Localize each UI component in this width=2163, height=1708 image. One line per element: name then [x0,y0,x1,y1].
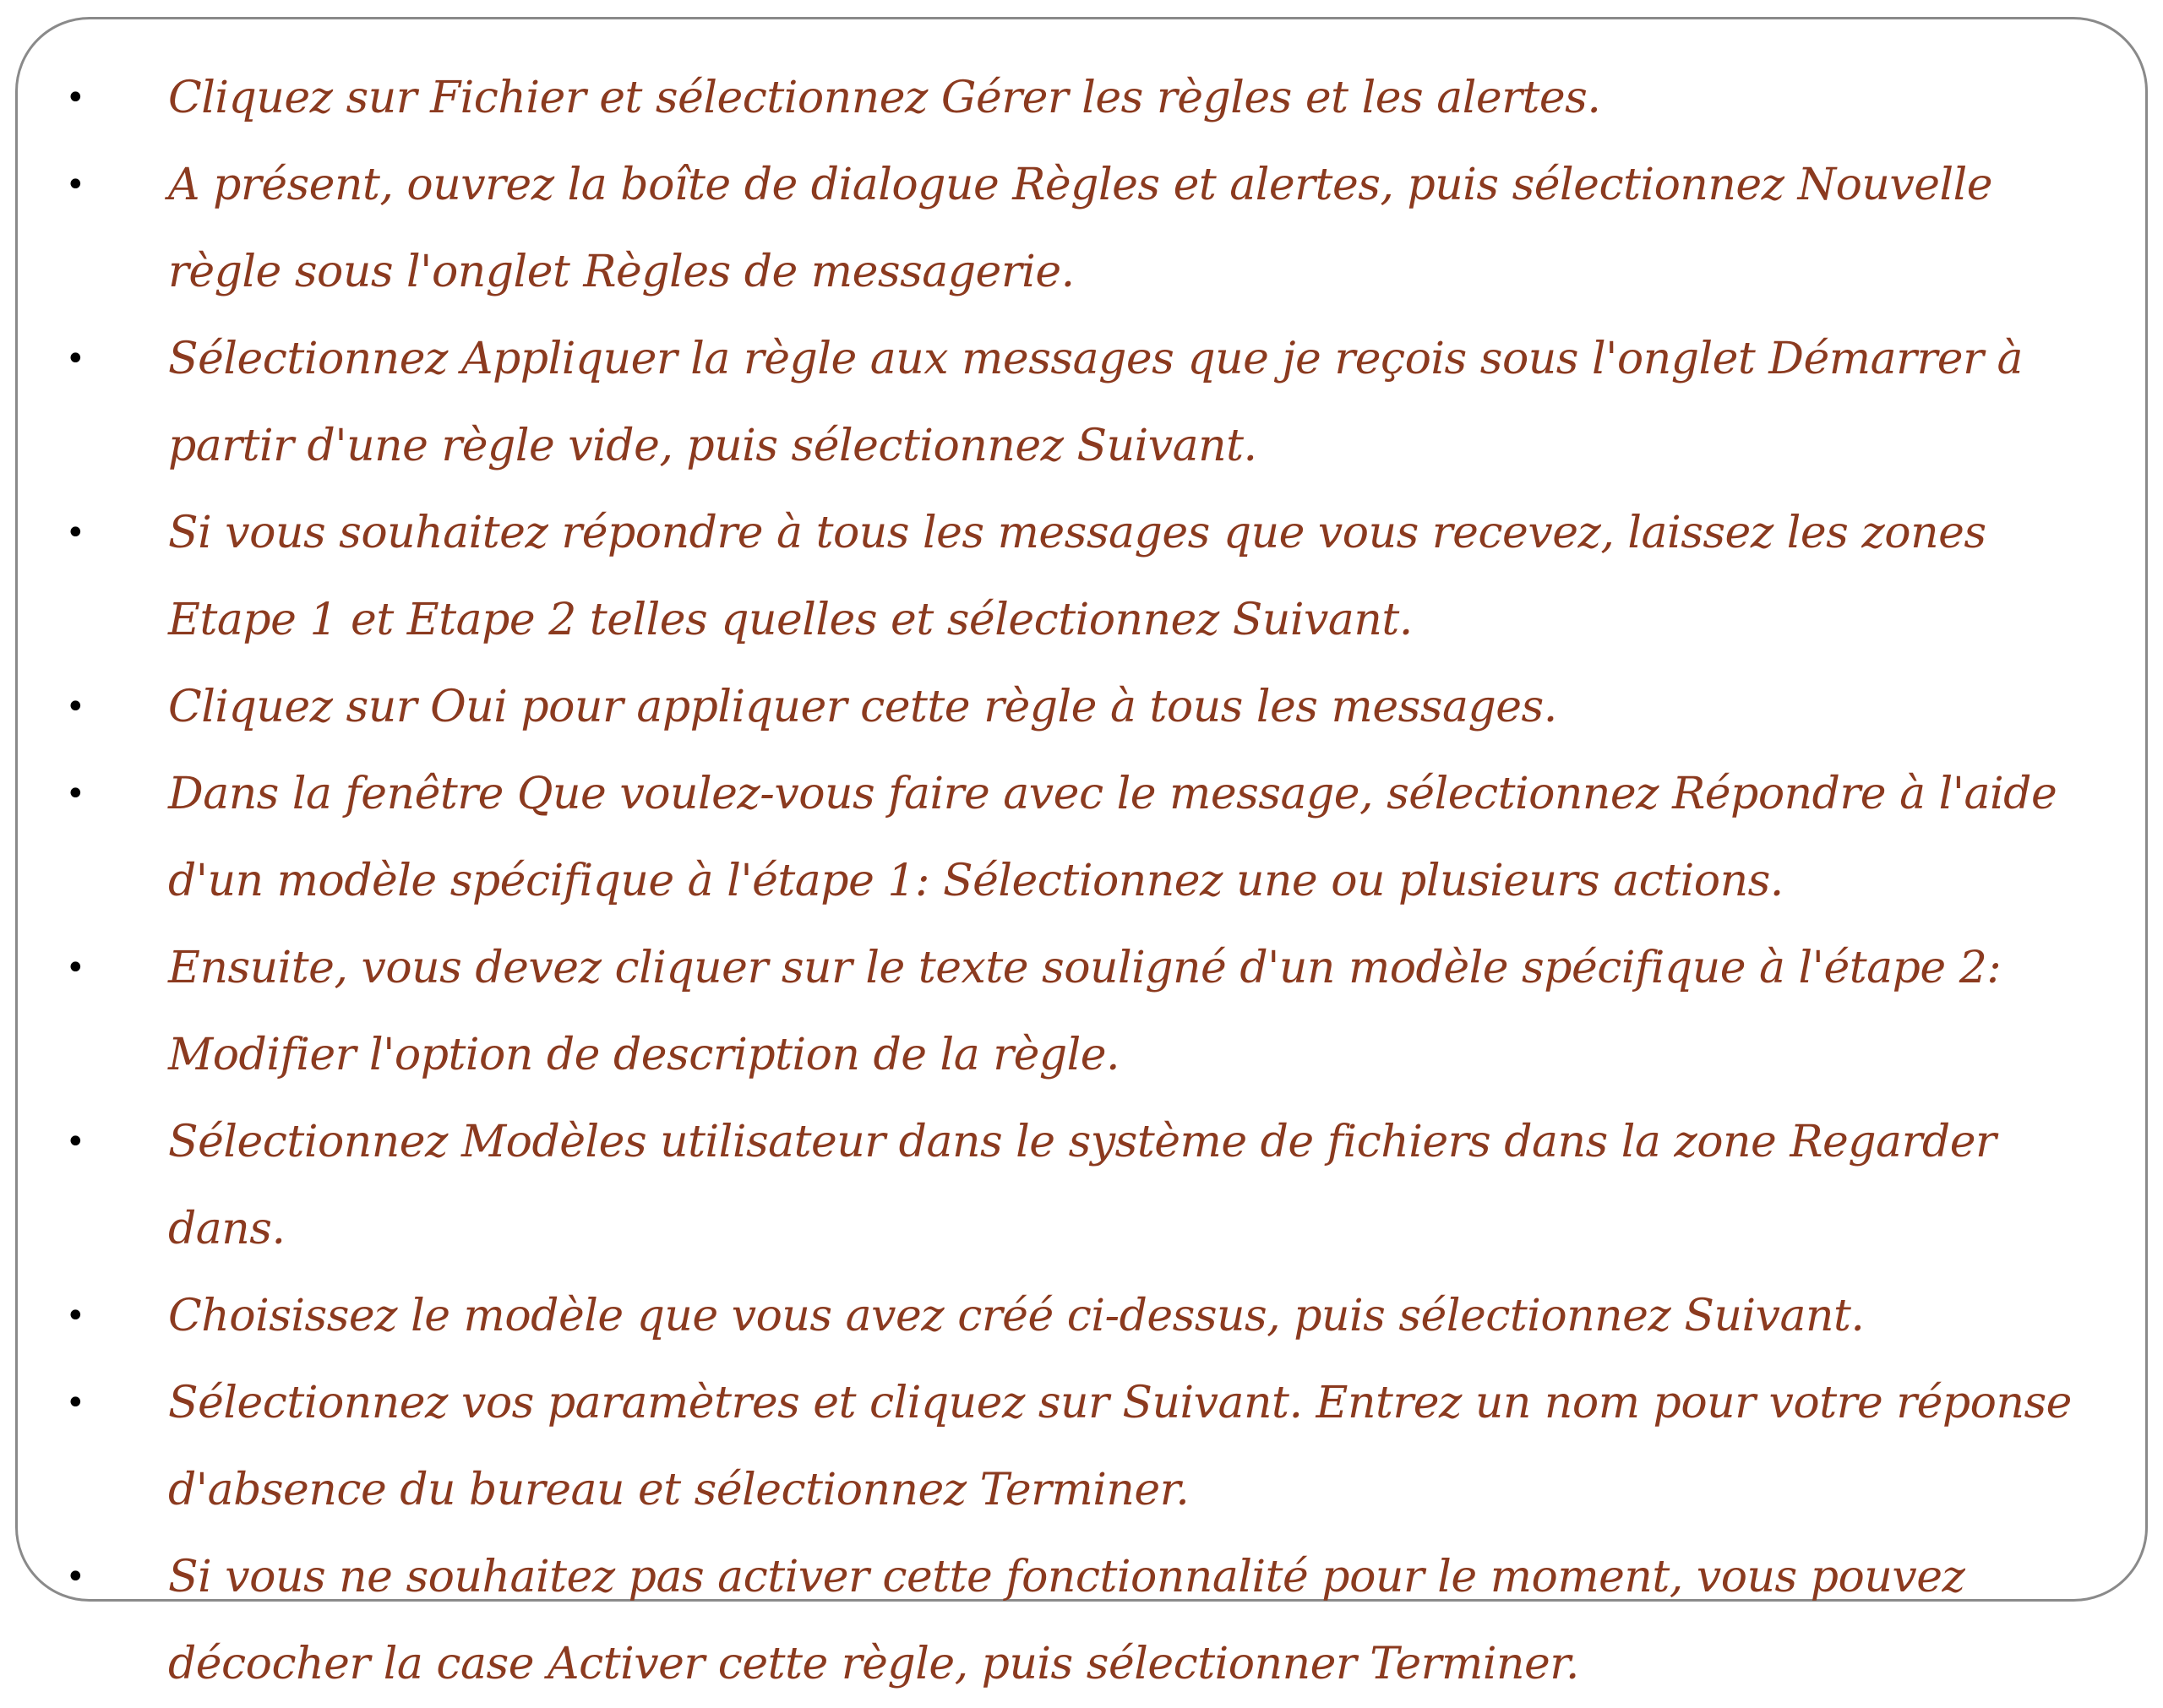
list-item-text: A présent, ouvrez la boîte de dialogue Règles et alertes, puis sélectionnez Nouvelle règle sous l'onglet Règles de messagerie. [168,160,1993,297]
list-item-text: Choisissez le modèle que vous avez créé ci-dessus, puis sélectionnez Suivant. [168,1291,1865,1341]
instruction-list [18,55,2150,1708]
bullet-icon: • [65,949,85,987]
list-item-text: Sélectionnez vos paramètres et cliquez sur Suivant. Entrez un nom pour votre réponse d'absence du bureau et sélectionnez Terminer. [168,1378,2072,1515]
content-panel [15,17,2148,1689]
list-item-text: Sélectionnez Modèles utilisateur dans le système de fichiers dans la zone Regarder dans. [168,1117,1997,1254]
bullet-icon: • [65,1123,85,1161]
list-item [18,751,2150,925]
list-item-text: Si vous ne souhaitez pas activer cette fonctionnalité pour le moment, vous pouvez décocher la case Activer cette règle, puis sélectionner Terminer. [168,1552,1965,1689]
list-item-text: Ensuite, vous devez cliquer sur le texte souligné d'un modèle spécifique à l'étape 2: Modifier l'option de description de la règle. [168,943,2002,1080]
list-item [18,1273,2150,1360]
list-item-text: Cliquez sur Fichier et sélectionnez Gérer les règles et les alertes. [168,73,1601,123]
list-item [18,490,2150,664]
list-item [18,1534,2150,1708]
list-item-text: Sélectionnez Appliquer la règle aux messages que je reçois sous l'onglet Démarrer à partir d'une règle vide, puis sélectionnez Suivant. [168,334,2023,471]
bullet-icon: • [65,340,85,378]
list-item [18,664,2150,751]
list-item-text: Cliquez sur Oui pour appliquer cette règle à tous les messages. [168,682,1557,732]
list-item [18,55,2150,142]
list-item [18,142,2150,316]
bullet-icon: • [65,688,85,726]
list-item [18,1360,2150,1534]
bullet-icon: • [65,1384,85,1422]
bullet-icon: • [65,79,85,117]
list-item-text: Dans la fenêtre Que voulez-vous faire avec le message, sélectionnez Répondre à l'aide d'un modèle spécifique à l'étape 1: Sélectionnez une ou plusieurs actions. [168,769,2057,906]
list-item [18,925,2150,1099]
bullet-icon: • [65,166,85,204]
list-item [18,1099,2150,1273]
list-item [18,316,2150,490]
bullet-icon: • [65,1558,85,1596]
list-item-text: Si vous souhaitez répondre à tous les messages que vous recevez, laissez les zones Etape 1 et Etape 2 telles quelles et sélectionnez Suivant. [168,508,1986,645]
bullet-icon: • [65,514,85,552]
bullet-icon: • [65,1297,85,1335]
bullet-icon: • [65,775,85,813]
